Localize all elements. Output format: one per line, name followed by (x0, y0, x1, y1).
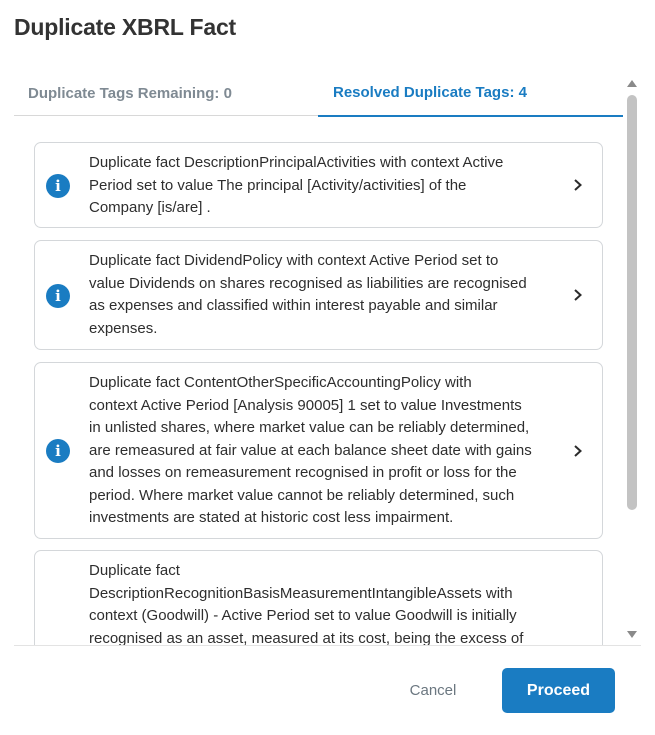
item-text: Duplicate fact DescriptionRecognitionBasisMeasurementIntangibleAssets with context (Goodwill) - Active Period set to value Goodwill is initially recognised as an asset, measured at its cost, being the excess of (89, 562, 524, 645)
scroll-down-arrow-icon[interactable] (627, 629, 637, 639)
scrollbar-thumb[interactable] (627, 95, 637, 510)
tab-bar (14, 70, 623, 116)
info-icon: i (46, 174, 70, 198)
chevron-right-icon[interactable] (572, 179, 584, 191)
tab-resolved-duplicate-tags[interactable]: Resolved Duplicate Tags: 4 (318, 70, 623, 117)
cancel-button[interactable]: Cancel (392, 670, 474, 710)
list-item[interactable] (34, 362, 603, 539)
list-item[interactable] (34, 550, 603, 645)
item-text: Duplicate fact DividendPolicy with context Active Period set to value Dividends on shares recognised as liabilities are recognised as expenses and classified within interest payable and similar expenses. (89, 252, 527, 337)
resolved-facts-list (14, 117, 623, 645)
footer-divider (14, 645, 641, 646)
item-text: Duplicate fact DescriptionPrincipalActivities with context Active Period set to value The principal [Activity/activities] of the Company [is/are] . (89, 154, 504, 216)
tab-duplicate-tags-remaining[interactable]: Duplicate Tags Remaining: 0 (28, 84, 232, 102)
item-text: Duplicate fact ContentOtherSpecificAccountingPolicy with context Active Period [Analysis 90005] 1 set to value Investments in unlisted shares, where market value can be reliably determined, are remeasured at fair value at each balance sheet date with gains and losses on remeasurement recognised in profit or loss for the period. Where market value cannot be reliably determined, such investments are stated at historic cost less impairment. (89, 374, 532, 526)
list-item[interactable] (34, 142, 603, 228)
list-item[interactable] (34, 240, 603, 350)
dialog-title: Duplicate XBRL Fact (14, 14, 236, 40)
chevron-right-icon[interactable] (572, 289, 584, 301)
chevron-right-icon[interactable] (572, 445, 584, 457)
proceed-button[interactable]: Proceed (502, 668, 615, 713)
scroll-up-arrow-icon[interactable] (627, 79, 637, 89)
info-icon: i (46, 284, 70, 308)
info-icon: i (46, 439, 70, 463)
